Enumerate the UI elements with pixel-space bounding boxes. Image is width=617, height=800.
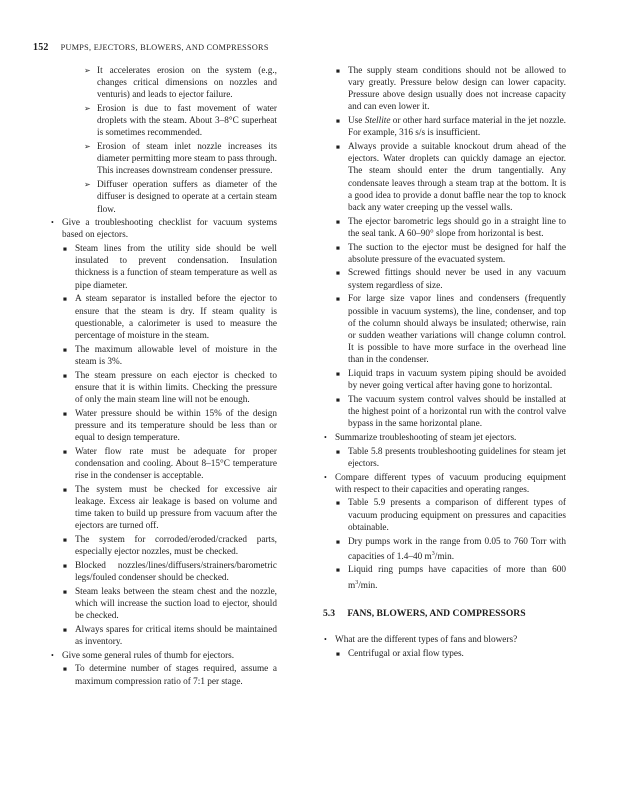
item-text: The suction to the ejector must be designed for half the absolute pressure of the evacuated system. — [348, 242, 566, 265]
bullet-question — [323, 472, 566, 496]
round-bullet-icon: • — [51, 218, 54, 228]
square-bullet-icon: ■ — [63, 410, 67, 418]
square-bullet-icon: ■ — [63, 372, 67, 380]
square-bullet-item — [323, 267, 566, 291]
section-heading — [323, 608, 566, 620]
arrow-sub-item — [50, 65, 277, 101]
item-text: The supply steam conditions should not be allowed to vary greatly. Pressure below design can lower capacity. Pressure above design usually does not increase capacity and can even lower it. — [348, 66, 566, 113]
bullet-question — [50, 650, 277, 662]
item-text-start: Liquid ring pumps have capacities of more than 600 m — [348, 565, 566, 591]
right-column — [323, 65, 566, 662]
item-text: Always provide a suitable knockout drum ahead of the ejectors. Water droplets can quickly damage an ejector. The steam should enter the drum tangentially. Any condensate leaves through a steam trap at the bottom. It is a good idea to provide a donut baffle near the top to knock back any water creeping up the vessel walls. — [348, 142, 566, 213]
square-bullet-icon: ■ — [336, 370, 340, 378]
square-bullet-item — [323, 293, 566, 366]
square-bullet-icon: ■ — [336, 538, 340, 546]
item-text: Erosion is due to fast movement of water droplets with the steam. About 3–8°C superheat is sometimes recommended. — [97, 104, 277, 139]
item-text: The system for corroded/eroded/cracked parts, especially ejector nozzles, must be checked. — [75, 534, 277, 558]
square-bullet-item — [50, 446, 277, 482]
square-bullet-item — [323, 115, 566, 139]
item-text: Always spares for critical items should be maintained as inventory. — [75, 624, 277, 647]
item-text: Blocked nozzles/lines/diffusers/strainers/barometric legs/fouled condenser should be checked. — [75, 560, 277, 583]
square-bullet-item — [323, 394, 566, 430]
square-bullet-item — [323, 216, 566, 240]
square-bullet-icon: ■ — [336, 218, 340, 226]
page-number: 152 — [33, 42, 49, 53]
item-text: Give some general rules of thumb for ejectors. — [62, 650, 235, 661]
square-bullet-icon: ■ — [63, 588, 67, 596]
square-bullet-item — [50, 624, 277, 648]
item-text: The ejector barometric legs should go in a straight line to the seal tank. A 60–90° slope from horizontal is best. — [348, 216, 566, 239]
square-bullet-icon: ■ — [63, 486, 67, 494]
item-text: Screwed fittings should never be used in any vacuum system regardless of size. — [348, 268, 566, 291]
square-bullet-icon: ■ — [63, 626, 67, 634]
square-bullet-icon: ■ — [63, 448, 67, 456]
item-text: It accelerates erosion on the system (e.g., changes critical dimensions on nozzles and venturis) and leads to ejector failure. — [97, 66, 277, 101]
square-bullet-item — [50, 663, 277, 687]
bullet-question — [323, 432, 566, 444]
item-text: Table 5.8 presents troubleshooting guidelines for steam jet ejectors. — [348, 446, 566, 469]
item-text: What are the different types of fans and blowers? — [335, 635, 518, 646]
round-bullet-icon: • — [324, 432, 327, 442]
item-text-end: or other hard surface material in the jet nozzle. For example, 316 s/s is insufficient. — [348, 116, 566, 139]
arrow-sub-item — [50, 179, 277, 215]
square-bullet-item — [50, 586, 277, 622]
square-bullet-item — [323, 242, 566, 266]
square-bullet-icon: ■ — [336, 296, 340, 304]
item-text: For large size vapor lines and condensers (frequently possible in vacuum systems), the line, condenser, and top of the column should always be insulated; otherwise, rain or sudden weather variations will change column control. It is possible to have more surface in the overhead line than in the condenser. — [348, 294, 566, 366]
square-bullet-icon: ■ — [63, 536, 67, 544]
round-bullet-icon: • — [324, 472, 327, 482]
item-text: The maximum allowable level of moisture in the steam is 3%. — [75, 344, 277, 367]
item-text: Give a troubleshooting checklist for vacuum systems based on ejectors. — [62, 218, 277, 241]
square-bullet-icon: ■ — [63, 346, 67, 354]
square-bullet-icon: ■ — [63, 296, 67, 304]
square-bullet-item — [50, 293, 277, 342]
item-text: A steam separator is installed before the ejector to ensure that the steam is dry. If steam quality is questionable, a calorimeter is used to measure the percentage of moisture in the steam. — [75, 294, 277, 341]
round-bullet-icon: • — [51, 650, 54, 660]
square-bullet-item — [50, 560, 277, 584]
square-bullet-icon: ■ — [336, 244, 340, 252]
square-bullet-icon: ■ — [336, 118, 340, 126]
square-bullet-item — [50, 408, 277, 444]
item-text-end: /min. — [434, 551, 455, 562]
item-text-emphasis: Stellite — [364, 116, 391, 127]
item-text-end: /min. — [358, 580, 378, 591]
right-column-section-bullets — [323, 634, 566, 660]
round-bullet-icon: • — [324, 635, 327, 645]
right-column-bullets — [323, 65, 566, 592]
item-text: Steam leaks between the steam chest and the nozzle, which will increase the suction load to ejector, should be checked. — [75, 586, 277, 622]
square-bullet-icon: ■ — [336, 650, 340, 658]
square-bullet-icon: ■ — [63, 562, 67, 570]
item-text: The steam pressure on each ejector is checked to ensure that it is within limits. Checking the pressure of only the main steam line will not be enough. — [75, 370, 277, 405]
item-text-start: Dry pumps work in the range from 0.05 to 760 Torr with capacities of 1.4–40 m — [348, 536, 566, 562]
item-text-superscript: 3 — [355, 579, 359, 586]
square-bullet-icon: ■ — [336, 448, 340, 456]
square-bullet-icon: ■ — [336, 396, 340, 404]
square-bullet-icon: ■ — [63, 666, 67, 674]
bullet-question — [323, 634, 566, 646]
item-text: Water flow rate must be adequate for proper condensation and cooling. About 8–15°C temperature rise in the condenser is acceptable. — [75, 446, 277, 481]
square-bullet-item — [50, 370, 277, 406]
arrow-sub-item — [50, 141, 277, 177]
square-bullet-icon: ■ — [63, 246, 67, 254]
item-text: Diffuser operation suffers as diameter of the diffuser is designed to operate at a certain steam flow. — [97, 180, 277, 215]
item-text: Steam lines from the utility side should be well insulated to prevent condensation. Insulation thickness is a function of steam temperature as well as pipe diameter. — [75, 244, 277, 291]
arrow-sub-item — [50, 103, 277, 139]
arrow-bullet-icon: ➢ — [84, 66, 91, 75]
arrow-bullet-icon: ➢ — [84, 142, 91, 152]
item-text: The vacuum system control valves should be installed at the highest point of a horizontal run with the control valve bypass in the same horizontal plane. — [348, 394, 566, 430]
square-bullet-icon: ■ — [336, 68, 340, 75]
item-text-start: Use — [348, 116, 365, 127]
square-bullet-icon: ■ — [336, 144, 340, 152]
item-text: Water pressure should be within 15% of the design pressure and its temperature should be less than or equal to design temperature. — [75, 408, 277, 443]
square-bullet-item — [50, 534, 277, 558]
square-bullet-item — [323, 368, 566, 392]
square-bullet-item — [323, 497, 566, 533]
square-bullet-item — [323, 648, 566, 660]
square-bullet-icon: ■ — [336, 567, 340, 575]
item-text: To determine number of stages required, assume a maximum compression ratio of 7:1 per stage. — [75, 664, 277, 687]
square-bullet-item — [50, 344, 277, 368]
left-column — [50, 65, 277, 689]
square-bullet-item — [323, 446, 566, 470]
item-text: Erosion of steam inlet nozzle increases its diameter permitting more steam to pass through. This increases downstream condenser pressure. — [97, 142, 277, 177]
item-text: Summarize troubleshooting of steam jet ejectors. — [335, 432, 517, 443]
item-text: The system must be checked for excessive air leakage. Excess air leakage is based on volume and time taken to build up pressure from vacuum after the ejectors are turned off. — [75, 484, 277, 532]
bullet-question — [50, 217, 277, 241]
square-bullet-item — [323, 141, 566, 214]
item-text-superscript: 3 — [431, 550, 435, 557]
square-bullet-item — [323, 536, 566, 563]
square-bullet-item — [50, 243, 277, 292]
item-text: Centrifugal or axial flow types. — [348, 648, 464, 659]
section-title: FANS, BLOWERS, AND COMPRESSORS — [347, 607, 526, 619]
running-title: PUMPS, EJECTORS, BLOWERS, AND COMPRESSORS — [60, 43, 269, 52]
item-text: Liquid traps in vacuum system piping should be avoided by never going vertical after having gone to horizontal. — [348, 368, 566, 392]
square-bullet-icon: ■ — [336, 500, 340, 508]
square-bullet-item — [50, 484, 277, 533]
square-bullet-item — [323, 564, 566, 591]
arrow-bullet-icon: ➢ — [84, 104, 91, 114]
arrow-bullet-icon: ➢ — [84, 180, 91, 190]
running-header — [33, 42, 269, 56]
square-bullet-item — [323, 65, 566, 114]
item-text: Compare different types of vacuum producing equipment with respect to their capacities and operating ranges. — [335, 472, 566, 495]
section-number: 5.3 — [323, 607, 335, 619]
item-text: Table 5.9 presents a comparison of different types of vacuum producing equipment on pressures and capacities obtainable. — [348, 498, 566, 533]
square-bullet-icon: ■ — [336, 270, 340, 278]
